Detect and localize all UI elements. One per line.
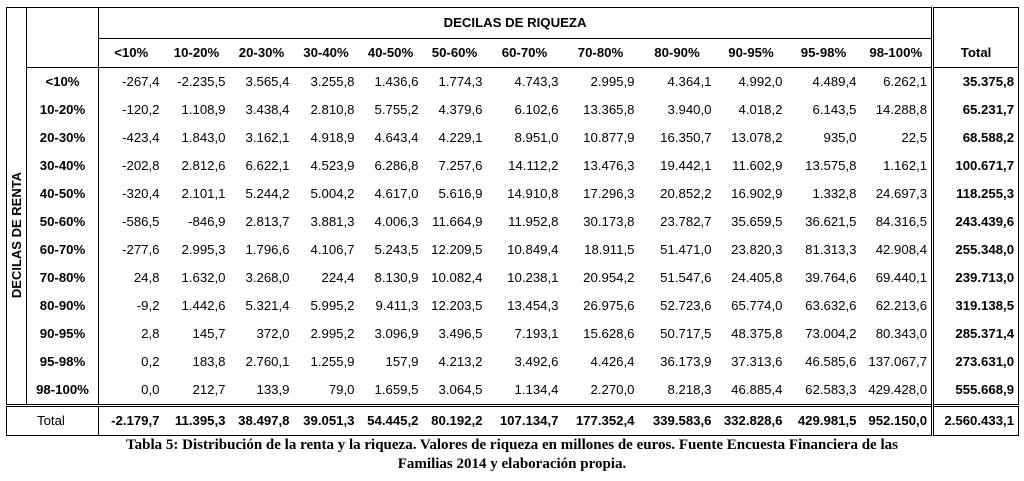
table-cell: 137.067,7 bbox=[861, 348, 933, 376]
table-cell: 20.852,2 bbox=[660, 185, 712, 201]
row-header: 10-20% bbox=[27, 96, 99, 124]
column-header: 98-100% bbox=[861, 39, 933, 68]
table-cell: 2.760,1 bbox=[245, 353, 290, 369]
table-cell: 39.764,6 bbox=[805, 269, 857, 285]
table-cell: 3.096,9 bbox=[374, 325, 419, 341]
column-header: 50-60% bbox=[423, 39, 487, 68]
table-cell: 4.489,4 bbox=[812, 73, 857, 89]
table-cell: 145,7 bbox=[192, 325, 226, 341]
column-total-cell: 332.828,6 bbox=[716, 405, 787, 435]
table-cell: 46.585,6 bbox=[805, 353, 857, 369]
table-cell: 84.316,5 bbox=[861, 208, 933, 236]
table-cell: 65.774,0 bbox=[731, 297, 783, 313]
row-header: 40-50% bbox=[27, 180, 99, 208]
table-cell: 183,8 bbox=[192, 353, 226, 369]
table-cell: 3.881,3 bbox=[310, 213, 355, 229]
table-cell: 0,0 bbox=[141, 381, 160, 397]
table-cell: 13.476,3 bbox=[583, 157, 635, 173]
row-total-cell: 68.588,2 bbox=[962, 129, 1015, 145]
table-cell: -586,5 bbox=[122, 213, 160, 229]
table-cell: 63.632,6 bbox=[805, 297, 857, 313]
table-cell: 16.350,7 bbox=[660, 129, 712, 145]
row-total-cell: 239.713,0 bbox=[955, 269, 1015, 285]
table-cell: 51.547,6 bbox=[660, 269, 712, 285]
table-row bbox=[7, 180, 1019, 208]
table-cell: 13.575,8 bbox=[805, 157, 857, 173]
corner-cell bbox=[7, 8, 27, 39]
wealth-income-table-container bbox=[6, 7, 1018, 436]
table-cell: 6.262,1 bbox=[861, 67, 933, 96]
table-cell: 5.004,2 bbox=[310, 185, 355, 201]
table-cell: 79,0 bbox=[328, 381, 355, 397]
row-header: <10% bbox=[27, 67, 99, 96]
table-cell: 6.622,1 bbox=[245, 157, 290, 173]
table-cell: 372,0 bbox=[256, 325, 290, 341]
table-cell: 14.288,8 bbox=[861, 96, 933, 124]
table-cell: 3.496,5 bbox=[438, 325, 483, 341]
table-row bbox=[7, 236, 1019, 264]
table-cell: 19.442,1 bbox=[660, 157, 712, 173]
table-cell: 3.064,5 bbox=[438, 381, 483, 397]
table-cell: 13.365,8 bbox=[583, 101, 635, 117]
table-cell: 20.954,2 bbox=[583, 269, 635, 285]
table-cell: 80.343,0 bbox=[861, 320, 933, 348]
table-cell: 2.270,0 bbox=[590, 381, 635, 397]
row-header: 50-60% bbox=[27, 208, 99, 236]
table-cell: 2.810,8 bbox=[310, 101, 355, 117]
row-total-cell: 555.668,9 bbox=[955, 381, 1015, 397]
column-header: 30-40% bbox=[294, 39, 359, 68]
corner-cell bbox=[7, 39, 27, 68]
column-header-row bbox=[7, 39, 1019, 68]
row-header: 90-95% bbox=[27, 320, 99, 348]
table-cell: 37.313,6 bbox=[731, 353, 783, 369]
row-total-cell: 319.138,5 bbox=[955, 297, 1015, 313]
total-row bbox=[7, 405, 1019, 435]
table-cell: 5.995,2 bbox=[310, 297, 355, 313]
table-cell: -120,2 bbox=[122, 101, 160, 117]
row-total-cell: 100.671,7 bbox=[955, 157, 1015, 173]
table-cell: 18.911,5 bbox=[584, 241, 635, 257]
table-cell: 62.213,6 bbox=[861, 292, 933, 320]
column-total-cell: -2.179,7 bbox=[99, 405, 164, 435]
table-cell: 12.209,5 bbox=[431, 241, 483, 257]
table-cell: 6.102,6 bbox=[514, 101, 559, 117]
table-cell: 4.379,6 bbox=[438, 101, 483, 117]
table-cell: 12.203,5 bbox=[431, 297, 483, 313]
table-cell: 10.877,9 bbox=[583, 129, 635, 145]
table-cell: 1.796,6 bbox=[245, 241, 290, 257]
column-header: 20-30% bbox=[230, 39, 294, 68]
table-cell: 30.173,8 bbox=[583, 213, 635, 229]
grand-total-cell: 2.560.433,1 bbox=[933, 405, 1019, 435]
table-cell: -267,4 bbox=[122, 73, 160, 89]
table-cell: 3.438,4 bbox=[245, 101, 290, 117]
table-cell: -202,8 bbox=[122, 157, 160, 173]
table-cell: -277,6 bbox=[122, 241, 160, 257]
table-cell: 5.243,5 bbox=[374, 241, 419, 257]
table-cell: 62.583,3 bbox=[805, 381, 857, 397]
table-cell: 1.632,0 bbox=[181, 269, 226, 285]
column-total-cell: 39.051,3 bbox=[294, 405, 359, 435]
caption-line: Familias 2014 y elaboración propia. bbox=[397, 456, 627, 472]
column-header: 90-95% bbox=[716, 39, 787, 68]
table-cell: 3.940,0 bbox=[667, 101, 712, 117]
column-total-cell: 339.583,6 bbox=[639, 405, 716, 435]
table-cell: 11.602,9 bbox=[732, 157, 783, 173]
table-cell: 81.313,3 bbox=[805, 241, 857, 257]
column-header: <10% bbox=[99, 39, 164, 68]
table-cell: 4.106,7 bbox=[310, 241, 355, 257]
table-cell: 1.162,1 bbox=[861, 152, 933, 180]
table-cell: 5.616,9 bbox=[438, 185, 483, 201]
table-cell: 36.173,9 bbox=[660, 353, 712, 369]
table-cell: 2.812,6 bbox=[181, 157, 226, 173]
table-cell: 6.143,5 bbox=[812, 101, 857, 117]
side-label: DECILAS DE RENTA bbox=[8, 172, 24, 299]
table-cell: 2,8 bbox=[141, 325, 160, 341]
table-cell: -846,9 bbox=[188, 213, 226, 229]
table-cell: 0,2 bbox=[141, 353, 160, 369]
table-cell: 7.193,1 bbox=[514, 325, 559, 341]
column-total-cell: 11.395,3 bbox=[164, 405, 230, 435]
row-header: 98-100% bbox=[27, 376, 99, 406]
table-cell: 23.782,7 bbox=[660, 213, 712, 229]
table-cell: 3.255,8 bbox=[310, 73, 355, 89]
table-cell: -423,4 bbox=[122, 129, 160, 145]
table-cell: 24.697,3 bbox=[861, 180, 933, 208]
table-cell: 4.213,2 bbox=[438, 353, 483, 369]
column-total-cell: 54.445,2 bbox=[359, 405, 423, 435]
table-cell: 14.910,8 bbox=[507, 185, 559, 201]
row-total-cell: 118.255,3 bbox=[956, 185, 1015, 201]
table-cell: 46.885,4 bbox=[731, 381, 783, 397]
table-row bbox=[7, 152, 1019, 180]
table-cell: 8.130,9 bbox=[374, 269, 419, 285]
table-caption bbox=[0, 436, 1024, 474]
table-row bbox=[7, 264, 1019, 292]
table-body bbox=[7, 67, 1019, 435]
table-cell: 133,9 bbox=[256, 381, 290, 397]
table-cell: 9.411,3 bbox=[375, 297, 419, 313]
column-header: 70-80% bbox=[563, 39, 639, 68]
row-header: 20-30% bbox=[27, 124, 99, 152]
table-cell: 4.617,0 bbox=[374, 185, 419, 201]
table-row bbox=[7, 208, 1019, 236]
row-header: 80-90% bbox=[27, 292, 99, 320]
table-cell: 15.628,6 bbox=[583, 325, 635, 341]
total-row-label: Total bbox=[7, 405, 99, 435]
table-cell: 50.717,5 bbox=[660, 325, 712, 341]
table-cell: 51.471,0 bbox=[660, 241, 712, 257]
table-cell: 429.428,0 bbox=[861, 376, 933, 406]
wealth-income-table bbox=[6, 7, 1019, 436]
table-cell: 13.078,2 bbox=[731, 129, 783, 145]
super-header: DECILAS DE RIQUEZA bbox=[99, 8, 933, 39]
table-cell: 4.523,9 bbox=[310, 157, 355, 173]
table-cell: 69.440,1 bbox=[861, 264, 933, 292]
table-cell: 26.975,6 bbox=[583, 297, 635, 313]
table-cell: 7.257,6 bbox=[438, 157, 483, 173]
column-header: 80-90% bbox=[639, 39, 716, 68]
column-total-cell: 80.192,2 bbox=[423, 405, 487, 435]
table-cell: 5.244,2 bbox=[245, 185, 290, 201]
table-cell: 11.952,8 bbox=[508, 213, 559, 229]
table-cell: 4.643,4 bbox=[374, 129, 419, 145]
table-cell: 3.268,0 bbox=[245, 269, 290, 285]
table-cell: 1.659,5 bbox=[374, 381, 419, 397]
corner-cell bbox=[27, 39, 99, 68]
total-column-header: Total bbox=[933, 39, 1019, 68]
super-header-row bbox=[7, 8, 1019, 39]
table-cell: 1.436,6 bbox=[374, 73, 419, 89]
table-cell: 4.743,3 bbox=[514, 73, 559, 89]
table-cell: 4.364,1 bbox=[667, 73, 712, 89]
table-cell: -9,2 bbox=[136, 297, 160, 313]
table-cell: -2.235,5 bbox=[177, 73, 226, 89]
table-row bbox=[7, 376, 1019, 406]
table-cell: 2.995,2 bbox=[310, 325, 355, 341]
table-cell: 212,7 bbox=[192, 381, 226, 397]
table-cell: 22,5 bbox=[861, 124, 933, 152]
column-total-cell: 952.150,0 bbox=[861, 405, 933, 435]
table-cell: 17.296,3 bbox=[583, 185, 635, 201]
row-total-cell: 243.439,6 bbox=[955, 213, 1015, 229]
table-cell: 4.006,3 bbox=[374, 213, 419, 229]
corner-cell bbox=[933, 8, 1019, 39]
row-header: 95-98% bbox=[27, 348, 99, 376]
row-total-cell: 255.348,0 bbox=[955, 241, 1015, 257]
table-row bbox=[7, 292, 1019, 320]
column-total-cell: 177.352,4 bbox=[563, 405, 639, 435]
table-cell: 5.755,2 bbox=[374, 101, 419, 117]
side-label-cell bbox=[7, 67, 27, 405]
table-cell: 11.664,9 bbox=[432, 213, 483, 229]
column-header: 10-20% bbox=[164, 39, 230, 68]
table-row bbox=[7, 96, 1019, 124]
table-cell: 52.723,6 bbox=[660, 297, 712, 313]
table-cell: 3.162,1 bbox=[245, 129, 290, 145]
table-cell: 1.332,8 bbox=[812, 185, 857, 201]
table-cell: 5.321,4 bbox=[245, 297, 290, 313]
table-cell: 3.492,6 bbox=[514, 353, 559, 369]
table-cell: 6.286,8 bbox=[374, 157, 419, 173]
table-cell: 10.238,1 bbox=[507, 269, 559, 285]
column-total-cell: 429.981,5 bbox=[787, 405, 861, 435]
row-total-cell: 285.371,4 bbox=[955, 325, 1015, 341]
table-cell: 48.375,8 bbox=[731, 325, 783, 341]
corner-cell bbox=[27, 8, 99, 39]
table-cell: 35.659,5 bbox=[731, 213, 783, 229]
table-cell: 935,0 bbox=[823, 129, 857, 145]
row-total-cell: 273.631,0 bbox=[955, 353, 1015, 369]
table-cell: 2.813,7 bbox=[245, 213, 290, 229]
table-cell: 2.995,3 bbox=[181, 241, 226, 257]
column-total-cell: 38.497,8 bbox=[230, 405, 294, 435]
table-cell: 14.112,2 bbox=[508, 157, 559, 173]
table-row bbox=[7, 320, 1019, 348]
column-header: 60-70% bbox=[487, 39, 563, 68]
table-cell: 1.774,3 bbox=[438, 73, 483, 89]
table-cell: 1.134,4 bbox=[514, 381, 559, 397]
table-cell: 4.918,9 bbox=[310, 129, 355, 145]
column-header: 95-98% bbox=[787, 39, 861, 68]
column-header: 40-50% bbox=[359, 39, 423, 68]
table-cell: 4.229,1 bbox=[438, 129, 483, 145]
table-cell: 36.621,5 bbox=[805, 213, 857, 229]
table-row bbox=[7, 124, 1019, 152]
table-cell: -320,4 bbox=[122, 185, 160, 201]
table-cell: 24,8 bbox=[133, 269, 160, 285]
table-cell: 157,9 bbox=[385, 353, 419, 369]
table-cell: 1.108,9 bbox=[181, 101, 226, 117]
table-cell: 10.082,4 bbox=[431, 269, 483, 285]
table-cell: 8.951,0 bbox=[514, 129, 559, 145]
table-cell: 4.992,0 bbox=[738, 73, 783, 89]
row-header: 60-70% bbox=[27, 236, 99, 264]
table-cell: 42.908,4 bbox=[861, 236, 933, 264]
table-cell: 23.820,3 bbox=[731, 241, 783, 257]
row-header: 30-40% bbox=[27, 152, 99, 180]
table-cell: 1.255,9 bbox=[310, 353, 355, 369]
table-cell: 10.849,4 bbox=[507, 241, 559, 257]
table-cell: 16.902,9 bbox=[731, 185, 783, 201]
table-row bbox=[7, 67, 1019, 96]
table-cell: 1.442,6 bbox=[181, 297, 226, 313]
column-total-cell: 107.134,7 bbox=[487, 405, 563, 435]
table-cell: 224,4 bbox=[321, 269, 355, 285]
table-cell: 4.426,4 bbox=[590, 353, 635, 369]
row-total-cell: 65.231,7 bbox=[962, 101, 1015, 117]
table-cell: 1.843,0 bbox=[181, 129, 226, 145]
table-cell: 2.995,9 bbox=[590, 73, 635, 89]
table-row bbox=[7, 348, 1019, 376]
table-cell: 24.405,8 bbox=[731, 269, 783, 285]
table-cell: 8.218,3 bbox=[667, 381, 712, 397]
table-cell: 4.018,2 bbox=[738, 101, 783, 117]
row-header: 70-80% bbox=[27, 264, 99, 292]
caption-line: Tabla 5: Distribución de la renta y la riqueza. Valores de riqueza en millones de euros. Fuente Encuesta Financiera de las bbox=[126, 437, 898, 453]
row-total-cell: 35.375,8 bbox=[962, 73, 1015, 89]
table-cell: 2.101,1 bbox=[181, 185, 226, 201]
table-cell: 13.454,3 bbox=[507, 297, 559, 313]
table-cell: 3.565,4 bbox=[245, 73, 290, 89]
table-cell: 73.004,2 bbox=[805, 325, 857, 341]
